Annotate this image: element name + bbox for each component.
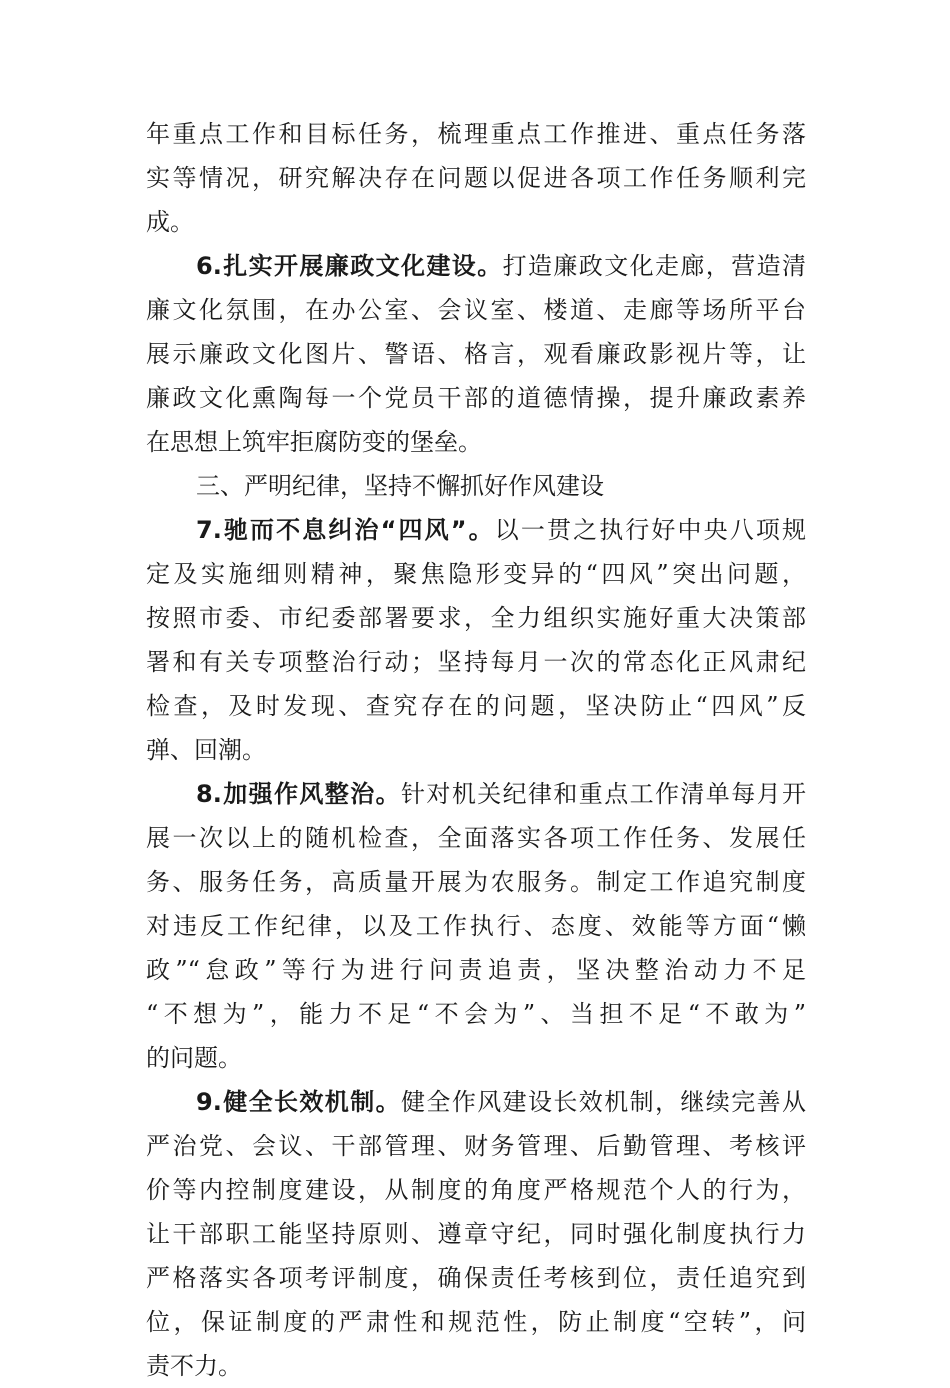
text-line: 位，保证制度的严肃性和规范性，防止制度“空转”，问 <box>146 1308 806 1336</box>
text-line: 展一次以上的随机检查，全面落实各项工作任务、发展任 <box>146 824 806 852</box>
text-line: 在思想上筑牢拒腐防变的堡垒。 <box>146 428 482 456</box>
paragraph-9 <box>146 1080 806 1388</box>
document-page <box>146 112 806 1388</box>
text-line: 责不力。 <box>146 1352 242 1380</box>
text-line: 廉文化氛围，在办公室、会议室、楼道、走廊等场所平台 <box>146 296 806 324</box>
paragraph-lead-title: 7.驰而不息纠治“四风”。 <box>196 516 495 544</box>
text-line: 检查，及时发现、查究存在的问题，坚决防止“四风”反 <box>146 692 806 720</box>
text-line: 政”“怠政”等行为进行问责追责，坚决整治动力不足 <box>146 956 806 984</box>
paragraph-text: 打造廉政文化走廊，营造清 <box>502 252 806 280</box>
text-line: 署和有关专项整治行动；坚持每月一次的常态化正风肃纪 <box>146 648 806 676</box>
text-line <box>146 1080 806 1124</box>
text-line: “不想为”，能力不足“不会为”、当担不足“不敢为” <box>146 1000 806 1028</box>
paragraph-text: 以一贯之执行好中央八项规 <box>494 516 806 544</box>
paragraph-8 <box>146 772 806 1080</box>
text-line: 廉政文化熏陶每一个党员干部的道德情操，提升廉政素养 <box>146 384 806 412</box>
text-line: 的问题。 <box>146 1044 242 1072</box>
section-heading-text: 三、严明纪律，坚持不懈抓好作风建设 <box>196 472 604 500</box>
paragraph-text: 针对机关纪律和重点工作清单每月开 <box>401 780 806 808</box>
text-line: 严治党、会议、干部管理、财务管理、后勤管理、考核评 <box>146 1132 806 1160</box>
paragraph-continuation <box>146 112 806 244</box>
section-heading <box>146 464 806 508</box>
text-line: 让干部职工能坚持原则、遵章守纪，同时强化制度执行力 <box>146 1220 806 1248</box>
text-line: 弹、回潮。 <box>146 736 266 764</box>
paragraph-lead-title: 6.扎实开展廉政文化建设。 <box>196 252 503 280</box>
paragraph-7 <box>146 508 806 772</box>
text-line: 成。 <box>146 208 194 236</box>
text-line: 定及实施细则精神，聚焦隐形变异的“四风”突出问题， <box>146 560 806 588</box>
paragraph-lead-title: 8.加强作风整治。 <box>196 780 402 808</box>
text-line: 对违反工作纪律，以及工作执行、态度、效能等方面“懒 <box>146 912 806 940</box>
text-line: 严格落实各项考评制度，确保责任考核到位，责任追究到 <box>146 1264 806 1292</box>
text-line: 年重点工作和目标任务，梳理重点工作推进、重点任务落 <box>146 120 806 148</box>
paragraph-lead-title: 9.健全长效机制。 <box>196 1088 402 1116</box>
text-line: 按照市委、市纪委部署要求，全力组织实施好重大决策部 <box>146 604 806 632</box>
text-line: 务、服务任务，高质量开展为农服务。制定工作追究制度 <box>146 868 806 896</box>
paragraph-text: 健全作风建设长效机制，继续完善从 <box>401 1088 806 1116</box>
text-line: 实等情况，研究解决存在问题以促进各项工作任务顺利完 <box>146 164 806 192</box>
text-line: 价等内控制度建设，从制度的角度严格规范个人的行为， <box>146 1176 806 1204</box>
paragraph-6 <box>146 244 806 464</box>
text-line: 展示廉政文化图片、警语、格言，观看廉政影视片等，让 <box>146 340 806 368</box>
text-line <box>146 508 806 552</box>
text-line <box>146 244 806 288</box>
text-line <box>146 772 806 816</box>
